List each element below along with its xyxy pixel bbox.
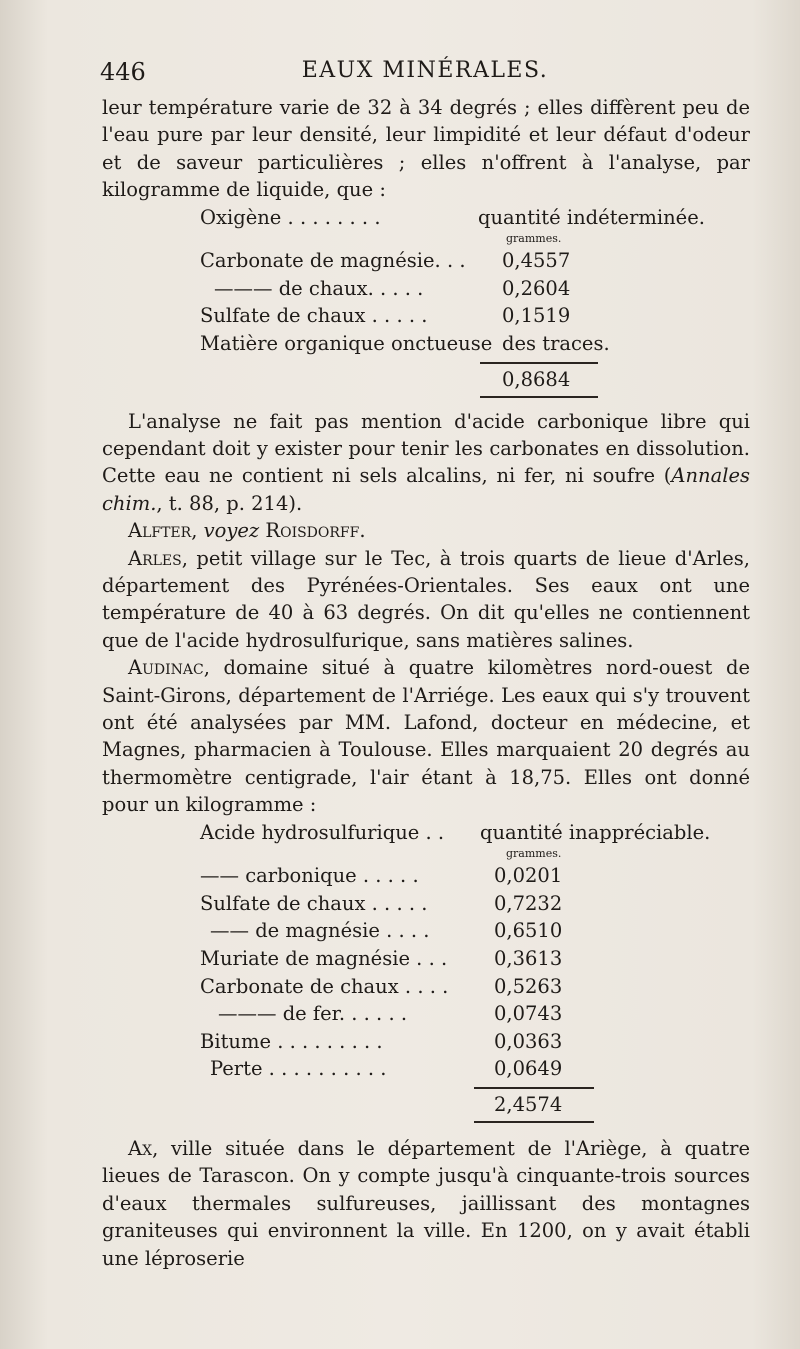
substance-quantity: 0,0363 bbox=[494, 1029, 563, 1053]
entry-text: , domaine situé à quatre kilomètres nord-ouest de Saint-Girons, département de l'Arriége. Les eaux qui s'y trouvent ont été analysées par MM. Lafond, docteur en médecine, et Magnes, pharmacien à Toulouse. Elles marquaient 20 degrés au thermomètre centigrade, l'air étant à 18,75. Elles ont donné pour un kilogramme : bbox=[102, 656, 750, 817]
entry-text: , ville située dans le département de l'Ariège, à quatre lieues de Tarascon. On y compte jusqu'à cinquante-trois sources d'eaux thermales sulfureuses, jaillissant des montagnes graniteuses qui environnent la ville. En 1200, on y avait établi une léproserie bbox=[102, 1137, 750, 1270]
table-row bbox=[102, 819, 750, 847]
analysis-table-2 bbox=[102, 819, 750, 1123]
substance-quantity: 0,0743 bbox=[494, 1002, 563, 1026]
total-value: 0,8684 bbox=[502, 367, 571, 391]
running-title: EAUX MINÉRALES. bbox=[301, 58, 549, 83]
table-row bbox=[102, 973, 750, 1001]
substance-name: Perte . . . . . . . . . . bbox=[210, 1057, 387, 1081]
entry-text: , petit village sur le Tec, à trois quarts de lieue d'Arles, département des Pyrénées-Orientales. Ses eaux ont une température de 40 à 63 degrés. On dit qu'elles ne contiennent que de l'acide hydrosulfurique, sans matières salines. bbox=[102, 546, 750, 652]
citation-title: Annales chim. bbox=[102, 464, 750, 515]
table-row bbox=[102, 1000, 750, 1028]
unit-text: grammes. bbox=[506, 847, 562, 861]
page-number: 446 bbox=[100, 58, 146, 86]
entry-heading: Ax bbox=[128, 1137, 153, 1161]
page-header bbox=[100, 58, 750, 94]
entry-heading: Alfter bbox=[128, 519, 192, 543]
substance-name: Carbonate de magnésie. . . bbox=[200, 249, 466, 273]
page-body bbox=[102, 94, 750, 1272]
substance-quantity: 0,6510 bbox=[494, 919, 563, 943]
paragraph-text: L'analyse ne fait pas mention d'acide carbonique libre qui cependant doit y exister pour tenir les carbonates en dissolution. Cette eau ne contient ni sels alcalins, ni fer, ni soufre ( bbox=[102, 409, 750, 488]
substance-name: Oxigène . . . . . . . . bbox=[200, 205, 381, 229]
substance-quantity: quantité indéterminée. bbox=[478, 205, 705, 229]
substance-name: ——— de fer. . . . . . bbox=[218, 1002, 408, 1026]
table-row bbox=[102, 247, 750, 275]
table-row bbox=[102, 275, 750, 303]
substance-name: Bitume . . . . . . . . . bbox=[200, 1029, 383, 1053]
entry-ax bbox=[102, 1135, 750, 1272]
table-row bbox=[102, 204, 750, 232]
substance-quantity: quantité inappréciable. bbox=[480, 820, 711, 844]
entry-alfter bbox=[102, 517, 750, 544]
table-row bbox=[102, 862, 750, 890]
paragraph-temperature: leur température varie de 32 à 34 degrés ; elles diffèrent peu de l'eau pure par leur densité, leur limpidité et leur défaut d'odeur et de saveur particulières ; elles n'offrent à l'analyse, par kilogramme de liquide, que : bbox=[102, 96, 750, 202]
cross-reference-target: Roisdorff. bbox=[265, 519, 366, 543]
unit-label bbox=[102, 231, 750, 247]
substance-name: Muriate de magnésie . . . bbox=[200, 947, 448, 971]
substance-name: —— de magnésie . . . . bbox=[210, 919, 430, 943]
table-row bbox=[102, 917, 750, 945]
substance-quantity: 0,5263 bbox=[494, 974, 563, 998]
table-row bbox=[102, 1055, 750, 1083]
cross-reference-label: voyez bbox=[203, 519, 260, 543]
sum-rule-bottom bbox=[474, 1121, 594, 1123]
paragraph-analysis bbox=[102, 408, 750, 518]
substance-quantity: 0,0201 bbox=[494, 864, 563, 888]
substance-name: Acide hydrosulfurique . . bbox=[200, 820, 445, 844]
substance-quantity: des traces. bbox=[502, 332, 610, 355]
table-row bbox=[102, 302, 750, 330]
substance-quantity: 0,3613 bbox=[494, 947, 563, 971]
unit-label bbox=[102, 846, 750, 862]
substance-quantity: 0,2604 bbox=[502, 276, 571, 300]
entry-arles bbox=[102, 545, 750, 655]
table-row bbox=[102, 890, 750, 918]
substance-name: Matière organique onctueuse bbox=[200, 332, 493, 355]
sum-rule-bottom bbox=[480, 396, 598, 398]
total-value: 2,4574 bbox=[494, 1093, 563, 1117]
substance-quantity: 0,1519 bbox=[502, 304, 571, 328]
substance-name: Sulfate de chaux . . . . . bbox=[200, 891, 428, 915]
analysis-table-1 bbox=[102, 204, 750, 398]
entry-audinac bbox=[102, 654, 750, 818]
substance-name: Carbonate de chaux . . . . bbox=[200, 974, 449, 998]
substance-name: Sulfate de chaux . . . . . bbox=[200, 304, 428, 328]
entry-heading: Audinac bbox=[128, 656, 204, 680]
table-row bbox=[102, 330, 750, 358]
unit-text: grammes. bbox=[506, 232, 562, 246]
table-total bbox=[102, 364, 750, 396]
substance-quantity: 0,0649 bbox=[494, 1057, 563, 1081]
substance-name: —— carbonique . . . . . bbox=[200, 864, 419, 888]
table-row bbox=[102, 1028, 750, 1056]
substance-name: ——— de chaux. . . . . bbox=[214, 276, 424, 300]
entry-separator: , bbox=[191, 519, 204, 543]
substance-quantity: 0,4557 bbox=[502, 249, 571, 273]
substance-quantity: 0,7232 bbox=[494, 891, 563, 915]
table-row bbox=[102, 945, 750, 973]
citation-reference: , t. 88, p. 214). bbox=[156, 491, 303, 515]
table-total bbox=[102, 1089, 750, 1121]
entry-heading: Arles bbox=[128, 546, 182, 570]
